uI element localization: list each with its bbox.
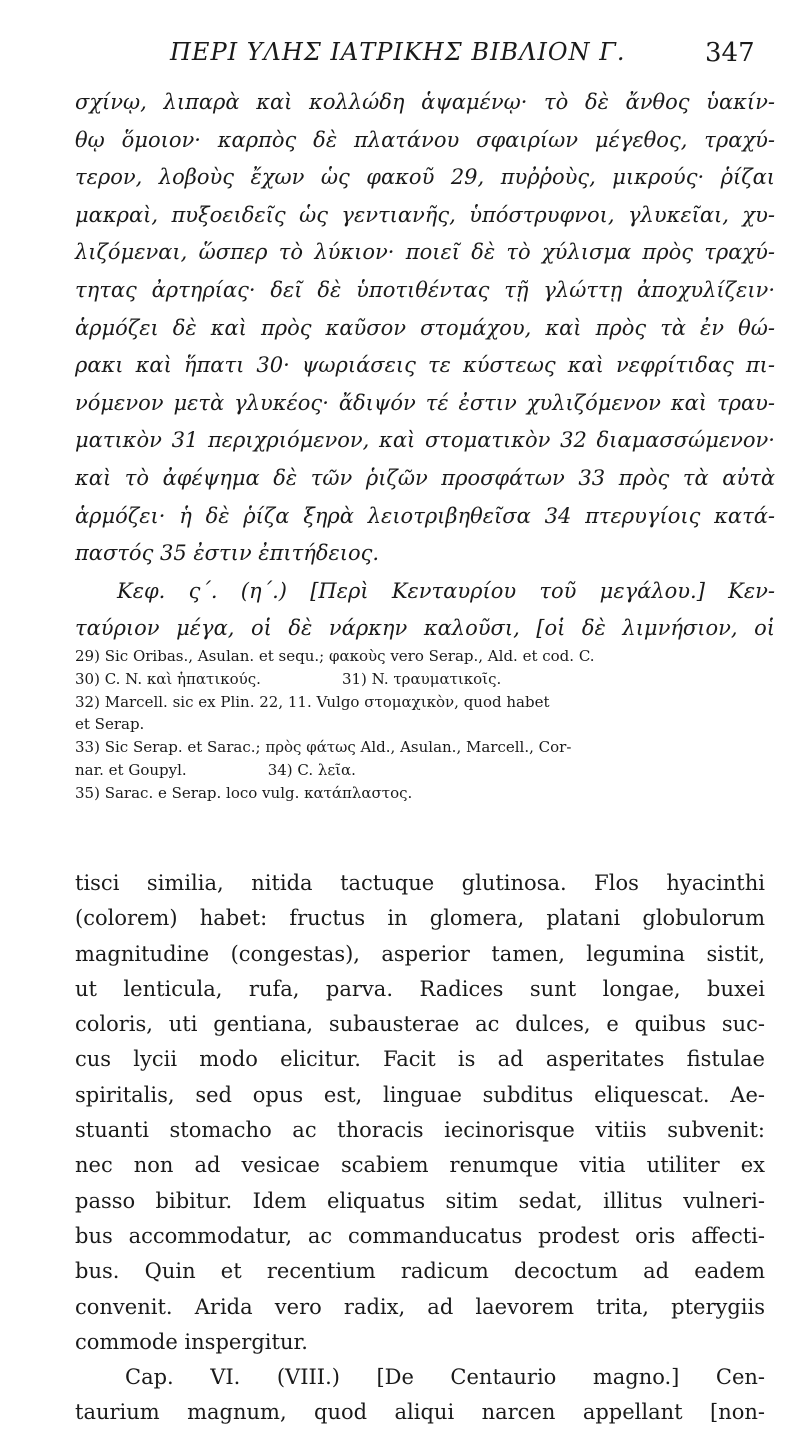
greek-line: ματικὸν 31 περιχριόμενον, καὶ στοματικὸν 32 διαμασσώμενον· [75, 428, 775, 453]
latin-line: nec non ad vesicae scabiem renumque vitia utiliter ex [75, 1153, 765, 1178]
greek-line: τητας ἀρτηρίας· δεῖ δὲ ὑποτιθέντας τῇ γλώττῃ ἀποχυλίζειν· [75, 277, 775, 302]
greek-line: σχίνῳ, λιπαρὰ καὶ κολλώδη ἁψαμένῳ· τὸ δὲ ἄνθος ὑακίν- [75, 90, 775, 114]
latin-line: bus accommodatur, ac commanducatus prodest oris affecti- [75, 1223, 765, 1248]
latin-line: stuanti stomacho ac thoracis iecinorisque vitiis subvenit: [75, 1118, 765, 1143]
footnote: 29) Sic Oribas., Asulan. et sequ.; φακοὺς vero Serap., Ald. et cod. C. [75, 647, 595, 665]
latin-line: magnitudine (congestas), asperior tamen, legumina sistit, [75, 941, 765, 966]
footnote: 35) Sarac. e Serap. loco vulg. κατάπλαστος. [75, 783, 413, 802]
greek-line: μακραὶ, πυξοειδεῖς ὡς γεντιανῆς, ὑπόστρυφνοι, γλυκεῖαι, χυ- [75, 202, 775, 227]
greek-line: λιζόμεναι, ὥσπερ τὸ λύκιον· ποιεῖ δὲ τὸ χύλισμα πρὸς τραχύ- [75, 240, 775, 265]
latin-line: taurium magnum, quod aliqui narcen appellant [non- [75, 1400, 765, 1425]
greek-line: ρακι καὶ ἥπατι 30· ψωριάσεις τε κύστεως καὶ νεφρίτιδας πι- [75, 353, 775, 378]
greek-line: ἁρμόζει δὲ καὶ πρὸς καῦσον στομάχου, καὶ πρὸς τὰ ἐν θώ- [75, 315, 775, 340]
greek-line: καὶ τὸ ἀφέψημα δὲ τῶν ῥιζῶν προσφάτων 33 πρὸς τὰ αὐτὰ [75, 465, 775, 490]
footnote: nar. et Goupyl. 34) C. λεῖα. [75, 760, 356, 779]
footnote: 32) Marcell. sic ex Plin. 22, 11. Vulgo στομαχικὸν, quod habet [75, 692, 550, 711]
latin-line: (colorem) habet: fructus in glomera, platani globulorum [75, 906, 765, 931]
footnotes-block [75, 645, 775, 805]
footnote: 30) C. N. καὶ ἡπατικούς. 31) N. τραυματικοῖς. [75, 669, 502, 688]
greek-text-block [75, 84, 775, 648]
greek-line: ταύριον μέγα, οἱ δὲ νάρκην καλοῦσι, [οἱ δὲ λιμνήσιον, οἱ [75, 616, 775, 641]
latin-line: coloris, uti gentiana, subausterae ac dulces, e quibus suc- [75, 1012, 765, 1037]
latin-chapter-heading: Cap. VI. (VIII.) [De Centaurio magno.] Cen- [125, 1365, 765, 1390]
latin-line: convenit. Arida vero radix, ad laevorem trita, pterygiis [75, 1294, 765, 1319]
greek-line: παστός 35 ἐστιν ἐπιτήδειος. [75, 541, 380, 566]
greek-chapter-heading: Κεφ. ς΄. (η΄.) [Περὶ Κενταυρίου τοῦ μεγάλου.] Κεν- [117, 578, 775, 603]
footnote: 33) Sic Serap. et Sarac.; πρὸς φάτως Ald., Asulan., Marcell., Cor- [75, 738, 572, 757]
greek-line: θῳ ὅμοιον· καρπὸς δὲ πλατάνου σφαιρίων μέγεθος, τραχύ- [75, 127, 775, 152]
page-number: 347 [705, 38, 755, 68]
greek-line: νόμενον μετὰ γλυκέος· ἄδιψόν τέ ἐστιν χυλιζόμενον καὶ τραυ- [75, 390, 775, 415]
latin-line: spiritalis, sed opus est, linguae subditus eliquescat. Ae- [75, 1082, 765, 1107]
latin-text-block [75, 866, 765, 1431]
latin-line: ut lenticula, rufa, parva. Radices sunt longae, buxei [75, 976, 765, 1001]
running-title: ΠΕΡΙ ΥΛΗΣ ΙΑΤΡΙΚΗΣ ΒΙΒΛΙΟΝ Γ. [170, 38, 626, 66]
latin-line: passo bibitur. Idem eliquatus sitim sedat, illitus vulneri- [75, 1188, 765, 1213]
greek-line: τερον, λοβοὺς ἔχων ὡς φακοῦ 29, πυῤῥοὺς, μικρούς· ῥίζαι [75, 165, 775, 190]
latin-line: cus lycii modo elicitur. Facit is ad asperitates fistulae [75, 1047, 765, 1072]
footnote: et Serap. [75, 715, 145, 734]
latin-line: tisci similia, nitida tactuque glutinosa. Flos hyacinthi [75, 871, 765, 895]
latin-line: bus. Quin et recentium radicum decoctum ad eadem [75, 1259, 765, 1284]
page-header [0, 38, 800, 78]
latin-line: commode inspergitur. [75, 1329, 308, 1354]
greek-line: ἁρμόζει· ἡ δὲ ῥίζα ξηρὰ λειοτριβηθεῖσα 34 πτερυγίοις κατά- [75, 503, 775, 528]
